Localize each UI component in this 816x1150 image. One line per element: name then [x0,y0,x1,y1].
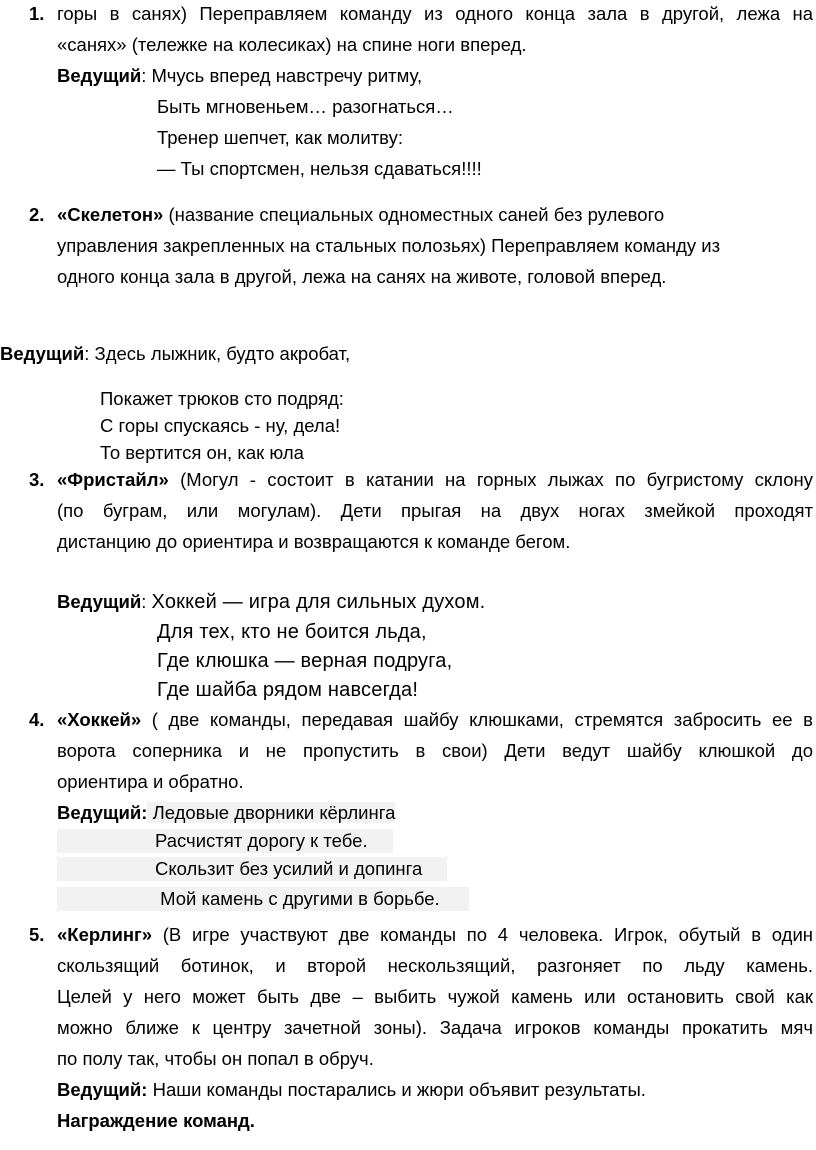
verse-line: Быть мгновеньем… разогнаться… [157,96,454,117]
verse-line: С горы спускаясь - ну, дела! [100,415,341,436]
item-1-line-1: горы в санях) Переправляем команду из одного конца зала в другой, лежа на [57,3,813,24]
item-5-number: 5. [29,924,45,945]
verse-line: Хоккей — игра для сильных духом. [151,591,486,613]
award-line: Награждение команд. [57,1110,255,1131]
verse-line: Ледовые дворники кёрлинга [147,802,396,823]
item-1-line-2: «санях» (тележке на колесиках) на спине ноги вперед. [57,34,527,55]
verse-line: Скользит без усилий и допинга [155,858,423,879]
host-label: Ведущий [0,343,85,364]
verse-line: — Ты спортсмен, нельзя сдаваться!!!! [157,158,482,179]
verse-line: Покажет трюков сто подряд: [100,388,344,409]
item-2-title: «Скелетон» [57,204,164,225]
verse-line: Где клюшка — верная подруга, [157,650,453,672]
item-5-line-5: по полу так, чтобы он попал в обруч. [57,1048,374,1069]
item-1-number: 1. [29,3,45,24]
host-label: Ведущий: [57,802,148,823]
verse-line: Для тех, кто не боится льда, [157,621,427,643]
verse-line: : Здесь лыжник, будто акробат, [84,343,351,364]
item-4-line-2: ворота соперника и не пропустить в свои) Дети ведут шайбу клюшкой до [57,740,813,761]
verse-line: Где шайба рядом навсегда! [157,679,419,701]
host-colon: : [141,65,152,86]
verse-line: Мчусь вперед навстречу ритму, [151,65,423,86]
item-1-host-line [57,62,422,90]
item-2-line-1-text: (название специальных одноместных саней без рулевого [163,204,665,225]
item-4-number: 4. [29,709,45,730]
verse-line: То вертится он, как юла [100,442,304,463]
item-5-line-1 [57,921,813,949]
item-3-line-3: дистанцию до ориентира и возвращаются к команде бегом. [57,531,571,552]
item-3-number: 3. [29,469,45,490]
item-2-line-2: управления закрепленных на стальных полозьях) Переправляем команду из [57,235,721,256]
item-2-number: 2. [29,204,45,225]
item-5-line-1-text: (В игре участвуют две команды по 4 человека. Игрок, обутый в один [152,924,813,945]
host-label: Ведущий: [57,1079,148,1100]
item-5-line-4: можно ближе к центру зачетной зоны). Задача игроков команды прокатить мяч [57,1017,813,1038]
verse-line: Мой камень с другими в борьбе. [155,888,440,909]
item-2-line-1 [57,201,664,229]
item-4-line-3: ориентира и обратно. [57,771,244,792]
item-5-title: «Керлинг» [57,924,153,945]
item-2-line-3: одного конца зала в другой, лежа на санях на животе, головой вперед. [57,266,667,287]
item-5-line-2: скользящий ботинок, и второй нескользящий, разгоняет по льду камень. [57,955,813,976]
item-4-line-1-text: ( две команды, передавая шайбу клюшками, стремятся забросить ее в [141,709,813,730]
host-colon: : [141,591,152,612]
host-line-6 [57,1076,646,1104]
item-5-line-3: Целей у него может быть две – выбить чужой камень или остановить свой как [57,986,813,1007]
item-3-line-2: (по буграм, или могулам). Дети прыгая на двух ногах змейкой проходят [57,500,813,521]
host-line-3 [0,340,350,368]
verse-line: Расчистят дорогу к тебе. [155,830,368,851]
item-4-line-1 [57,706,813,734]
host-line-4 [57,588,485,616]
item-3-line-1 [57,466,813,494]
verse-line: Тренер шепчет, как молитву: [157,127,403,148]
host-text: Наши команды постарались и жюри объявит результаты. [147,1079,646,1100]
item-3-line-1-text: (Могул - состоит в катании на горных лыжах по бугристому склону [168,469,813,490]
item-3-title: «Фристайл» [57,469,169,490]
host-label: Ведущий [57,591,142,612]
host-line-5 [57,799,395,827]
item-4-title: «Хоккей» [57,709,142,730]
host-label: Ведущий [57,65,142,86]
